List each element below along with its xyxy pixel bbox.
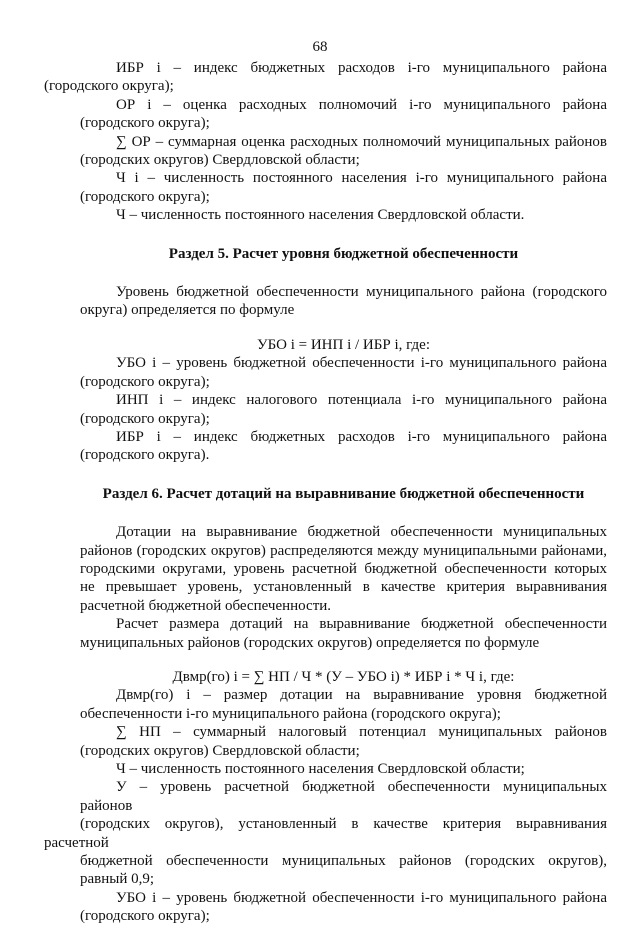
definition-ch-i: Ч i – численность постоянного населения i-го муниципального района (городского округа);	[80, 170, 607, 205]
section-5-intro: Уровень бюджетной обеспеченности муниципального района (городского округа) определяется по формуле	[80, 284, 607, 319]
definition-ubo-2: УБО i – уровень бюджетной обеспеченности i-го муниципального района (городского округа);	[80, 889, 607, 925]
section-5-formula: УБО i = ИНП i / ИБР i, где:	[257, 336, 430, 353]
document-body	[44, 59, 607, 926]
section-5-heading: Раздел 5. Расчет уровня бюджетной обеспеченности	[168, 245, 519, 262]
section-6-formula: Двмр(го) i = ∑ НП / Ч * (У – УБО i) * ИБР i * Ч i, где:	[172, 668, 515, 685]
definition-inp: ИНП i – индекс налогового потенциала i-го муниципального района (городского округа);	[80, 392, 607, 427]
definition-ch: Ч – численность постоянного населения Свердловской области.	[116, 207, 525, 224]
section-6-heading: Раздел 6. Расчет дотаций на выравнивание бюджетной обеспеченности	[102, 485, 585, 502]
section-6-paragraph-1: Дотации на выравнивание бюджетной обеспеченности муниципальных районов (городских округов) распределяются между муниципальными районами, городскими округами, уровень расчетной бюджетной обеспеченности которых не превышает уровень, установленный в качестве критерия выравнивания расчетной бюджетной обеспеченности.	[80, 524, 607, 614]
page-number: 68	[312, 39, 328, 55]
definition-dvmr: Двмр(го) i – размер дотации на выравнивание уровня бюджетной обеспеченности i-го муниципального района (городского округа);	[80, 687, 607, 722]
definition-ibr: ИБР i – индекс бюджетных расходов i-го муниципального района (городского округа);	[44, 60, 607, 95]
definition-or: ОР i – оценка расходных полномочий i-го муниципального района (городского округа);	[80, 96, 607, 132]
definition-u: У – уровень расчетной бюджетной обеспеченности муниципальных районов (городских округов), установленный в качестве критерия выравнивания расчетной бюджетной обеспеченности муниципальных районов (городских округов), равный 0,9;	[44, 779, 607, 888]
definition-ch-2: Ч – численность постоянного населения Свердловской области;	[116, 761, 525, 777]
definition-ubo: УБО i – уровень бюджетной обеспеченности i-го муниципального района (городского округа);	[80, 355, 607, 390]
definition-sum-np: ∑ НП – суммарный налоговый потенциал муниципальных районов (городских округов) Свердловской области;	[80, 724, 607, 759]
section-6-paragraph-2: Расчет размера дотаций на выравнивание бюджетной обеспеченности муниципальных районов (городских округов) определяется по формуле	[80, 616, 607, 651]
definition-ibr-2: ИБР i – индекс бюджетных расходов i-го муниципального района (городского округа).	[80, 428, 607, 464]
definition-sum-or: ∑ ОР – суммарная оценка расходных полномочий муниципальных районов (городских округов) Свердловской области;	[80, 133, 607, 169]
